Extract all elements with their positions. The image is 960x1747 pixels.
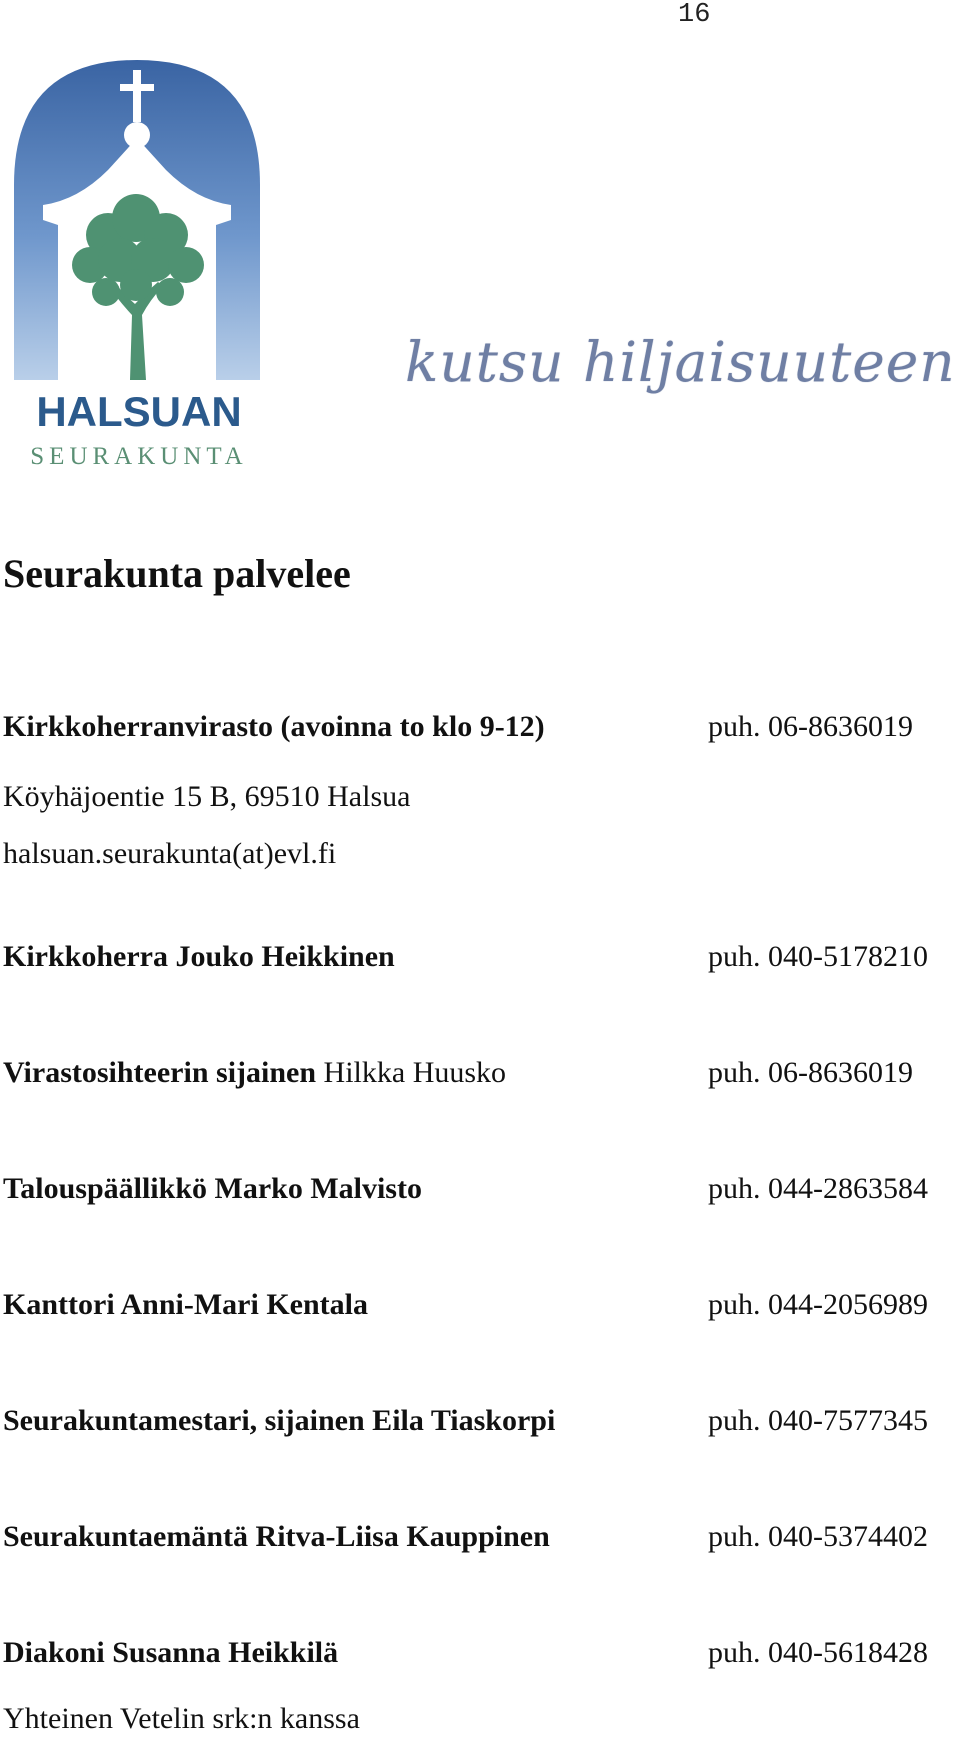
office-heading: Kirkkoherranvirasto (avoinna to klo 9-12) <box>3 710 545 743</box>
slogan: kutsu hiljaisuuteen <box>405 330 956 394</box>
staff-role: Diakoni Susanna Heikkilä <box>3 1636 339 1669</box>
staff-name: Hilkka Huusko <box>316 1056 507 1089</box>
page-number: 16 <box>678 0 711 30</box>
staff-phone: puh. 040-5178210 <box>708 940 928 973</box>
staff-row <box>3 1636 953 1747</box>
office-block <box>3 710 953 882</box>
staff-role: Seurakuntamestari, sijainen Eila Tiaskorpi <box>3 1404 556 1437</box>
staff-row <box>3 940 953 998</box>
staff-phone: puh. 040-5618428 <box>708 1636 928 1669</box>
office-email[interactable]: halsuan.seurakunta(at)evl.fi <box>3 837 337 870</box>
staff-row <box>3 1172 953 1230</box>
staff-role: Seurakuntaemäntä Ritva-Liisa Kauppinen <box>3 1520 550 1553</box>
parish-logo <box>8 60 270 470</box>
staff-phone: puh. 06-8636019 <box>708 1056 913 1089</box>
staff-phone: puh. 044-2863584 <box>708 1172 928 1205</box>
staff-role: Kirkkoherra Jouko Heikkinen <box>3 940 395 973</box>
logo-name-line2: SEURAKUNTA <box>30 443 248 470</box>
logo-name-line1: HALSUAN <box>36 388 242 435</box>
church-tree-logo-icon <box>8 60 270 470</box>
staff-note: Yhteinen Vetelin srk:n kanssa <box>3 1702 360 1735</box>
staff-role: Virastosihteerin sijainen <box>3 1056 317 1089</box>
staff-phone: puh. 040-5374402 <box>708 1520 928 1553</box>
staff-row <box>3 1056 953 1114</box>
office-phone: puh. 06-8636019 <box>708 710 913 743</box>
staff-row <box>3 1288 953 1346</box>
staff-row <box>3 1404 953 1462</box>
staff-role: Talouspäällikkö Marko Malvisto <box>3 1172 422 1205</box>
staff-phone: puh. 044-2056989 <box>708 1288 928 1321</box>
staff-phone: puh. 040-7577345 <box>708 1404 928 1437</box>
staff-row <box>3 1520 953 1578</box>
page-title: Seurakunta palvelee <box>3 551 351 596</box>
office-address: Köyhäjoentie 15 B, 69510 Halsua <box>3 780 411 813</box>
staff-role: Kanttori Anni-Mari Kentala <box>3 1288 368 1321</box>
